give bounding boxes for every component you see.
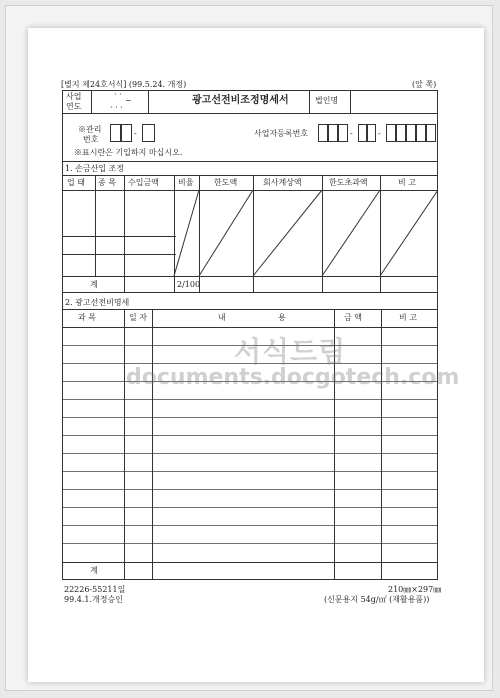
period-start: · ·	[114, 90, 122, 99]
s2-header-content-1: 내	[218, 313, 226, 322]
s2-row-line	[62, 435, 438, 436]
section2-title: 2. 광고선전비명세	[65, 298, 130, 307]
footer-size: 210㎜×297㎜	[388, 585, 442, 594]
watermark-url: documents.docgotech.com	[126, 365, 460, 390]
s2-row-line	[62, 543, 438, 544]
s2-row-line	[62, 417, 438, 418]
watermark-title: 서식드림	[234, 335, 347, 368]
page-frame	[5, 5, 493, 691]
corp-name-label: 법인명	[315, 96, 339, 105]
section1-title: 1. 손금산입 조정	[65, 164, 125, 173]
s1-header-limit: 한도액	[214, 178, 238, 187]
s1-header-excess: 한도초과액	[329, 178, 368, 187]
s2-row-line	[62, 453, 438, 454]
s1-header-remarks: 비 고	[398, 178, 416, 187]
footer-paper: (신문용지 54g/㎡ (재활용품))	[324, 595, 430, 604]
s2-row-line	[62, 507, 438, 508]
s1-total-rate: 2/100	[177, 280, 201, 289]
mgmt-no-label-2: 번호	[83, 135, 99, 144]
s2-row-line	[62, 489, 438, 490]
s2-row-line	[62, 471, 438, 472]
page-side: (앞 쪽)	[412, 80, 437, 89]
s1-header-industry: 업 태	[67, 178, 85, 187]
biz-reg-dash-2: -	[378, 129, 381, 138]
footer-code: 22226-55211일	[64, 585, 126, 594]
footer-approval: 99.4.1.개정승인	[64, 595, 123, 604]
mgmt-no-label-1: ※관리	[78, 125, 102, 134]
form-number: [별지 제24호서식] (99.5.24. 개정)	[61, 80, 187, 89]
note-text: ※표시란은 기입하지 마십시오.	[74, 148, 183, 157]
s1-header-rate: 비율	[178, 178, 194, 187]
biz-reg-label: 사업자등록번호	[254, 129, 309, 138]
s2-header-remarks: 비 고	[399, 313, 417, 322]
s1-header-item: 종 목	[98, 178, 116, 187]
period-tilde: ~	[125, 96, 132, 105]
s2-header-amount: 금 액	[344, 313, 362, 322]
biz-reg-dash-1: -	[350, 129, 353, 138]
year-label-2: 연도	[66, 102, 82, 111]
mgmt-no-dash: -	[134, 129, 137, 138]
s2-row-line	[62, 525, 438, 526]
s2-header-account: 과 목	[78, 313, 96, 322]
period-end: · · ·	[110, 103, 123, 112]
form-paper	[28, 28, 484, 682]
s2-header-date: 일 자	[129, 313, 147, 322]
s2-row-line	[62, 399, 438, 400]
form-title: 광고선전비조정명세서	[192, 95, 289, 106]
s2-total-label: 계	[90, 566, 98, 575]
year-label-1: 사업	[66, 92, 82, 101]
s1-header-company-amount: 회사계상액	[263, 178, 302, 187]
s1-total-label: 계	[90, 280, 98, 289]
s2-header-content-2: 용	[278, 313, 286, 322]
s1-header-revenue: 수입금액	[128, 178, 159, 187]
